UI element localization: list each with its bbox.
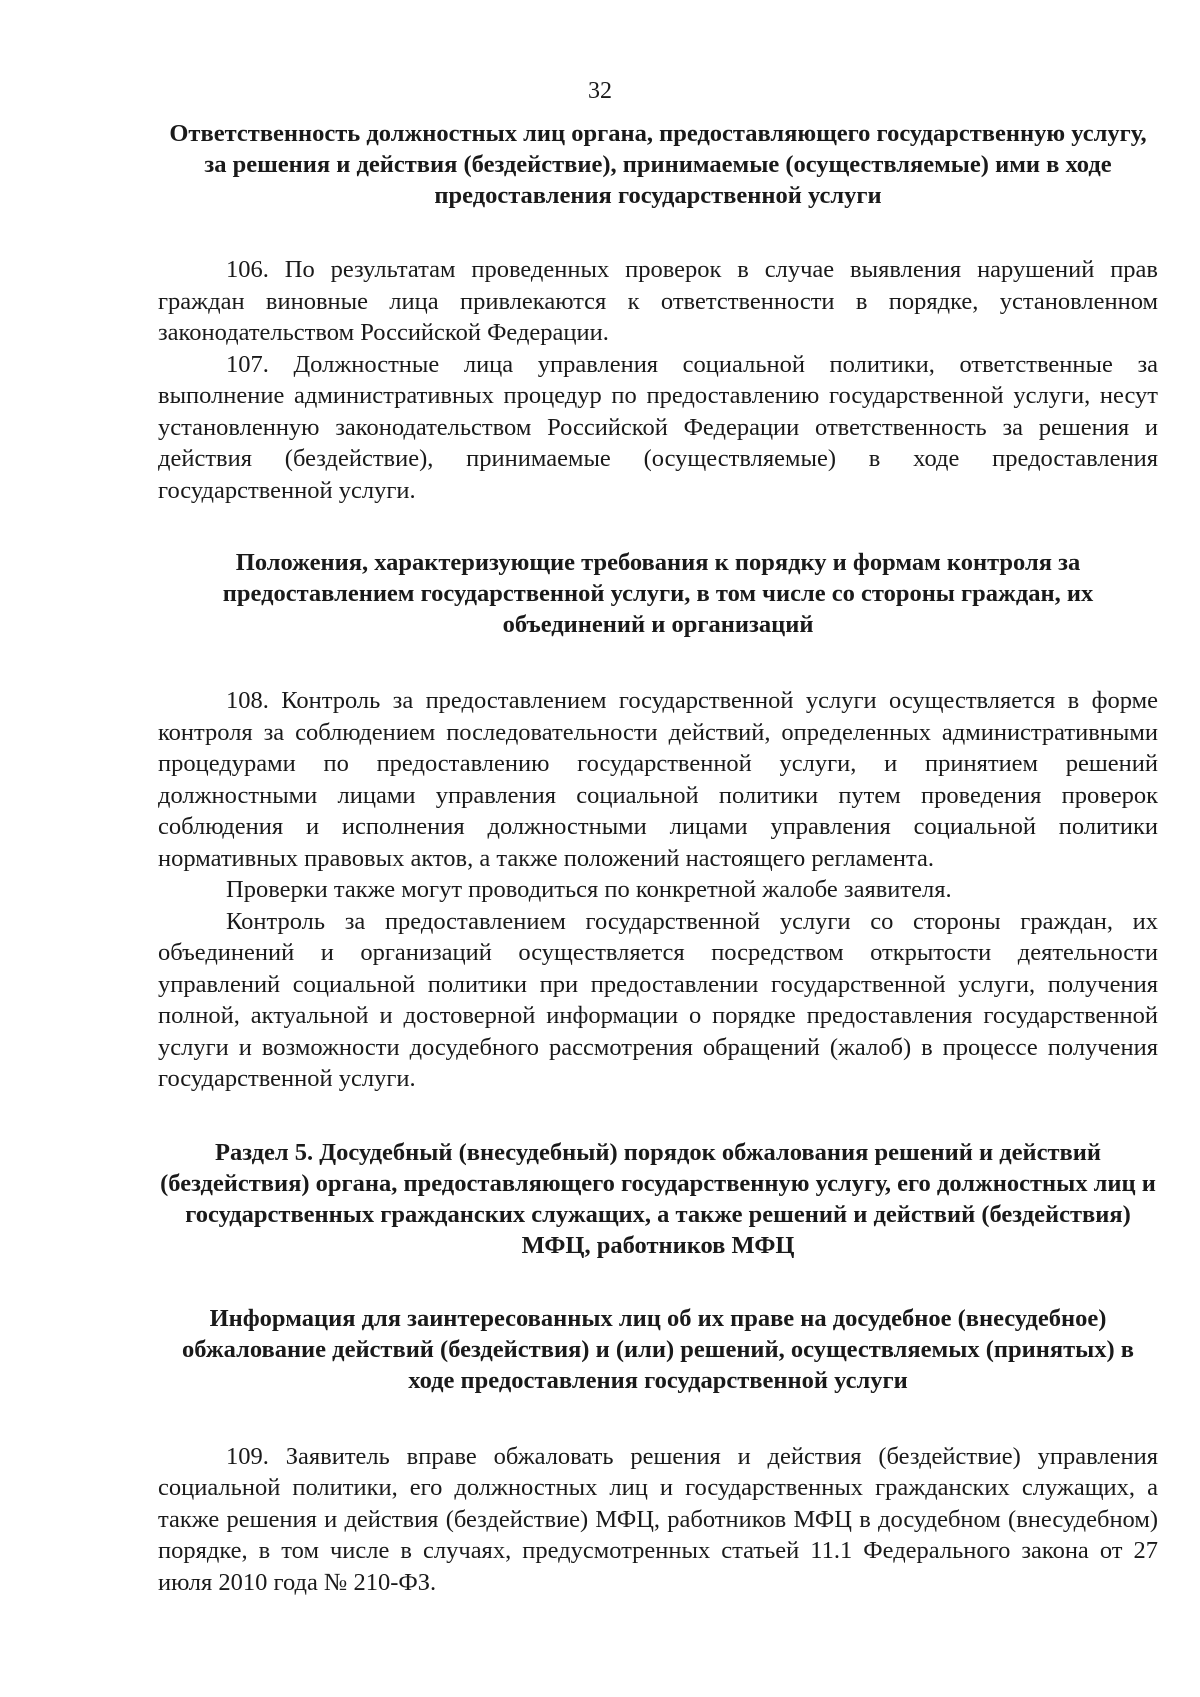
page-number: 32 — [588, 78, 612, 104]
paragraph-108-checks: Проверки также могут проводиться по конкретной жалобе заявителя. — [226, 876, 952, 903]
page-content — [158, 118, 1158, 1598]
paragraph-108: 108. Контроль за предоставлением государственной услуги осуществляется в форме контроля за соблюдением последовательности действий, определенных административными процедурами по предоставлению государственной услуги, и принятием решений должностными лицами управления социальной политики путем проведения проверок соблюдения и исполнения должностными лицами управления социальной политики нормативных правовых актов, а также положений настоящего регламента. — [158, 687, 1158, 872]
heading-control: Положения, характеризующие требования к порядку и формам контроля за предоставлением государственной услуги, в том числе со стороны граждан, их объединений и организаций — [222, 549, 1094, 638]
heading-info: Информация для заинтересованных лиц об их праве на досудебное (внесудебное) обжалование действий (бездействия) и (или) решений, осуществляемых (принятых) в ходе предоставления государственной услуги — [181, 1304, 1135, 1394]
paragraph-108-citizens: Контроль за предоставлением государственной услуги со стороны граждан, их объединений и организаций осуществляется посредством открытости деятельности управлений социальной политики при предоставлении государственной услуги, получения полной, актуальной и достоверной информации о порядке предоставления государственной услуги и возможности досудебного рассмотрения обращений (жалоб) в процессе получения государственной услуги. — [158, 907, 1158, 1092]
paragraph-109: 109. Заявитель вправе обжаловать решения и действия (бездействие) управления социальной политики, его должностных лиц и государственных гражданских служащих, а также решения и действия (бездействие) МФЦ, работников МФЦ в досудебном (внесудебном) порядке, в том числе в случаях, предусмотренных статьей 11.1 Федерального закона от 27 июля 2010 года № 210-ФЗ. — [158, 1442, 1158, 1596]
paragraph-107: 107. Должностные лица управления социальной политики, ответственные за выполнение административных процедур по предоставлению государственной услуги, несут установленную законодательством Российской Федерации ответственность за решения и действия (бездействие), принимаемые (осуществляемые) в ходе предоставления государственной услуги. — [158, 350, 1158, 504]
paragraph-106: 106. По результатам проведенных проверок в случае выявления нарушений прав граждан виновные лица привлекаются к ответственности в порядке, установленном законодательством Российской Федерации. — [158, 256, 1158, 346]
heading-responsibility: Ответственность должностных лиц органа, предоставляющего государственную услугу, за решения и действия (бездействие), принимаемые (осуществляемые) ими в ходе предоставления государственной услуги — [169, 120, 1147, 209]
heading-section-5: Раздел 5. Досудебный (внесудебный) порядок обжалования решений и действий (бездействия) органа, предоставляющего государственную услугу, его должностных лиц и государственных гражданских служащих, а также решений и действий (бездействия) МФЦ, работников МФЦ — [160, 1138, 1156, 1259]
